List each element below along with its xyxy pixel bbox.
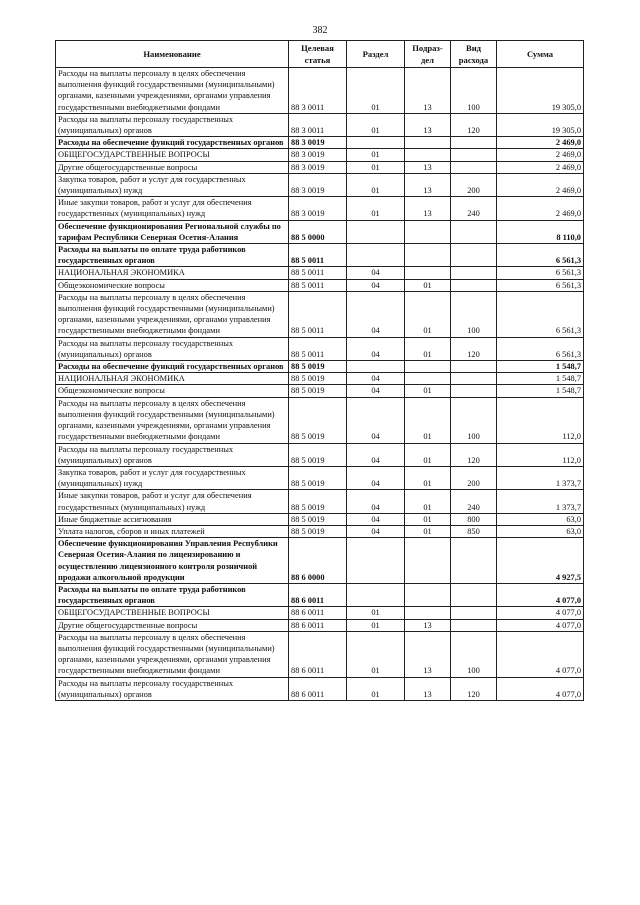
row-target: 88 3 0011: [289, 113, 347, 136]
row-subsection: 13: [405, 113, 451, 136]
row-section: 04: [347, 279, 405, 291]
row-expense-type: [451, 149, 497, 161]
row-section: 04: [347, 337, 405, 360]
table-row: [56, 244, 584, 267]
row-subsection: 13: [405, 197, 451, 220]
row-name: Расходы на обеспечение функций государственных органов: [56, 137, 289, 149]
row-section: 04: [347, 513, 405, 525]
row-section: [347, 583, 405, 606]
row-target: 88 5 0011: [289, 291, 347, 337]
row-amount: 19 305,0: [497, 68, 584, 114]
row-expense-type: [451, 385, 497, 397]
row-section: 04: [347, 490, 405, 513]
row-subsection: 13: [405, 677, 451, 700]
row-subsection: 01: [405, 513, 451, 525]
row-target: 88 6 0011: [289, 583, 347, 606]
col-header-target: Целевая статья: [289, 41, 347, 68]
row-name: Расходы на выплаты персоналу государственных (муниципальных) органов: [56, 113, 289, 136]
row-expense-type: 240: [451, 197, 497, 220]
table-row: [56, 220, 584, 243]
row-subsection: 13: [405, 68, 451, 114]
row-name: Расходы на выплаты персоналу государственных (муниципальных) органов: [56, 337, 289, 360]
row-name: Общеэкономические вопросы: [56, 279, 289, 291]
table-row: [56, 397, 584, 443]
row-amount: 1 548,7: [497, 373, 584, 385]
row-target: 88 5 0019: [289, 490, 347, 513]
row-name: Расходы на выплаты по оплате труда работников государственных органов: [56, 583, 289, 606]
row-amount: 1 373,7: [497, 490, 584, 513]
row-amount: 1 373,7: [497, 466, 584, 489]
row-name: Расходы на выплаты персоналу в целях обеспечения выполнения функций государственными (муниципальными) органами, казенными учреждениями, органами управления государственными внебюджетными фондами: [56, 397, 289, 443]
table-header: [56, 41, 584, 68]
table-row: [56, 197, 584, 220]
row-amount: 2 469,0: [497, 149, 584, 161]
table-row: [56, 68, 584, 114]
row-name: Иные закупки товаров, работ и услуг для обеспечения государственных (муниципальных) нужд: [56, 197, 289, 220]
table-row: [56, 385, 584, 397]
row-expense-type: 100: [451, 631, 497, 677]
row-amount: 4 077,0: [497, 631, 584, 677]
table-row: [56, 291, 584, 337]
row-section: [347, 361, 405, 373]
row-expense-type: 120: [451, 113, 497, 136]
row-name: Закупка товаров, работ и услуг для государственных (муниципальных) нужд: [56, 466, 289, 489]
row-amount: 19 305,0: [497, 113, 584, 136]
row-amount: 1 548,7: [497, 385, 584, 397]
row-section: 01: [347, 197, 405, 220]
row-section: 04: [347, 385, 405, 397]
row-section: [347, 538, 405, 584]
col-header-subsection: Подраз-дел: [405, 41, 451, 68]
row-expense-type: 120: [451, 443, 497, 466]
row-subsection: 13: [405, 619, 451, 631]
row-amount: 2 469,0: [497, 173, 584, 196]
row-target: 88 5 0019: [289, 373, 347, 385]
row-target: 88 5 0011: [289, 337, 347, 360]
row-name: Расходы на выплаты персоналу в целях обеспечения выполнения функций государственными (муниципальными) органами, казенными учреждениями, органами управления государственными внебюджетными фондами: [56, 631, 289, 677]
row-amount: 4 927,5: [497, 538, 584, 584]
col-header-name: Наименование: [56, 41, 289, 68]
table-row: [56, 443, 584, 466]
row-expense-type: 800: [451, 513, 497, 525]
row-target: 88 5 0019: [289, 397, 347, 443]
row-target: 88 5 0011: [289, 279, 347, 291]
row-section: [347, 244, 405, 267]
row-amount: 112,0: [497, 443, 584, 466]
row-subsection: 01: [405, 525, 451, 537]
row-subsection: [405, 137, 451, 149]
table-row: [56, 513, 584, 525]
row-expense-type: [451, 607, 497, 619]
row-target: 88 5 0019: [289, 361, 347, 373]
row-subsection: 13: [405, 631, 451, 677]
row-name: Расходы на выплаты персоналу в целях обеспечения выполнения функций государственными (муниципальными) органами, казенными учреждениями, органами управления государственными внебюджетными фондами: [56, 291, 289, 337]
row-amount: 8 110,0: [497, 220, 584, 243]
row-name: Расходы на выплаты персоналу государственных (муниципальных) органов: [56, 677, 289, 700]
row-name: Общеэкономические вопросы: [56, 385, 289, 397]
row-section: 01: [347, 161, 405, 173]
row-name: Расходы на обеспечение функций государственных органов: [56, 361, 289, 373]
row-name: Обеспечение функционирования Региональной службы по тарифам Республики Северная Осетия-Алания: [56, 220, 289, 243]
row-section: 04: [347, 443, 405, 466]
row-section: 01: [347, 619, 405, 631]
table-row: [56, 631, 584, 677]
row-target: 88 5 0019: [289, 513, 347, 525]
row-expense-type: [451, 361, 497, 373]
table-row: [56, 538, 584, 584]
table-row: [56, 279, 584, 291]
row-section: 04: [347, 267, 405, 279]
row-target: 88 6 0011: [289, 619, 347, 631]
row-amount: 4 077,0: [497, 607, 584, 619]
row-name: Расходы на выплаты персоналу в целях обеспечения выполнения функций государственными (муниципальными) органами, казенными учреждениями, органами управления государственными внебюджетными фондами: [56, 68, 289, 114]
row-amount: 63,0: [497, 513, 584, 525]
row-expense-type: 850: [451, 525, 497, 537]
row-section: 01: [347, 68, 405, 114]
table-row: [56, 490, 584, 513]
row-target: 88 3 0019: [289, 173, 347, 196]
row-subsection: 13: [405, 161, 451, 173]
row-section: 04: [347, 291, 405, 337]
row-amount: 6 561,3: [497, 267, 584, 279]
row-target: 88 6 0011: [289, 677, 347, 700]
row-target: 88 3 0019: [289, 161, 347, 173]
row-amount: 2 469,0: [497, 161, 584, 173]
row-subsection: [405, 373, 451, 385]
row-expense-type: [451, 373, 497, 385]
row-subsection: [405, 149, 451, 161]
table-row: [56, 267, 584, 279]
row-name: Иные закупки товаров, работ и услуг для обеспечения государственных (муниципальных) нужд: [56, 490, 289, 513]
row-name: ОБЩЕГОСУДАРСТВЕННЫЕ ВОПРОСЫ: [56, 607, 289, 619]
row-expense-type: [451, 220, 497, 243]
row-subsection: 01: [405, 490, 451, 513]
row-amount: 6 561,3: [497, 291, 584, 337]
row-target: 88 5 0019: [289, 443, 347, 466]
row-section: 04: [347, 373, 405, 385]
row-amount: 6 561,3: [497, 279, 584, 291]
row-section: [347, 220, 405, 243]
row-subsection: 13: [405, 173, 451, 196]
table-row: [56, 161, 584, 173]
row-subsection: [405, 538, 451, 584]
row-subsection: 01: [405, 337, 451, 360]
row-expense-type: [451, 279, 497, 291]
row-name: НАЦИОНАЛЬНАЯ ЭКОНОМИКА: [56, 373, 289, 385]
row-expense-type: [451, 583, 497, 606]
col-header-expense-type: Вид расхода: [451, 41, 497, 68]
row-section: [347, 137, 405, 149]
row-subsection: [405, 267, 451, 279]
row-target: 88 3 0019: [289, 149, 347, 161]
row-section: 01: [347, 677, 405, 700]
table-row: [56, 466, 584, 489]
row-amount: 2 469,0: [497, 137, 584, 149]
col-header-section: Раздел: [347, 41, 405, 68]
row-amount: 112,0: [497, 397, 584, 443]
row-expense-type: 100: [451, 68, 497, 114]
row-amount: 2 469,0: [497, 197, 584, 220]
row-section: 01: [347, 173, 405, 196]
row-expense-type: [451, 538, 497, 584]
row-target: 88 6 0011: [289, 631, 347, 677]
row-subsection: [405, 220, 451, 243]
row-target: 88 5 0019: [289, 385, 347, 397]
row-amount: 6 561,3: [497, 337, 584, 360]
row-subsection: 01: [405, 291, 451, 337]
row-amount: 4 077,0: [497, 583, 584, 606]
row-expense-type: [451, 161, 497, 173]
table-row: [56, 583, 584, 606]
page-number: 382: [312, 25, 328, 36]
row-subsection: 01: [405, 397, 451, 443]
row-expense-type: [451, 619, 497, 631]
table-row: [56, 677, 584, 700]
row-section: 01: [347, 607, 405, 619]
table-row: [56, 373, 584, 385]
row-subsection: 01: [405, 279, 451, 291]
row-expense-type: 120: [451, 337, 497, 360]
row-name: Другие общегосударственные вопросы: [56, 619, 289, 631]
row-subsection: [405, 607, 451, 619]
row-amount: 4 077,0: [497, 619, 584, 631]
row-expense-type: [451, 244, 497, 267]
row-target: 88 3 0019: [289, 197, 347, 220]
table-row: [56, 173, 584, 196]
row-subsection: 01: [405, 466, 451, 489]
row-amount: 1 548,7: [497, 361, 584, 373]
row-expense-type: [451, 267, 497, 279]
row-section: 01: [347, 149, 405, 161]
row-subsection: [405, 361, 451, 373]
row-target: 88 5 0011: [289, 244, 347, 267]
table-row: [56, 361, 584, 373]
row-name: Расходы на выплаты по оплате труда работников государственных органов: [56, 244, 289, 267]
row-target: 88 3 0011: [289, 68, 347, 114]
budget-table: [55, 40, 584, 701]
row-subsection: 01: [405, 443, 451, 466]
col-header-amount: Сумма: [497, 41, 584, 68]
row-target: 88 5 0019: [289, 525, 347, 537]
row-name: ОБЩЕГОСУДАРСТВЕННЫЕ ВОПРОСЫ: [56, 149, 289, 161]
table-row: [56, 607, 584, 619]
row-section: 04: [347, 525, 405, 537]
row-subsection: [405, 244, 451, 267]
row-target: 88 6 0011: [289, 607, 347, 619]
row-target: 88 5 0011: [289, 267, 347, 279]
row-name: Иные бюджетные ассигнования: [56, 513, 289, 525]
table-row: [56, 525, 584, 537]
row-expense-type: 100: [451, 291, 497, 337]
table-row: [56, 113, 584, 136]
row-target: 88 5 0000: [289, 220, 347, 243]
table-row: [56, 619, 584, 631]
row-section: 04: [347, 397, 405, 443]
row-name: Закупка товаров, работ и услуг для государственных (муниципальных) нужд: [56, 173, 289, 196]
row-name: Обеспечение функционирования Управления Республики Северная Осетия-Алания по лицензированию и осуществлению лицензионного контроля розничной продажи алкогольной продукции: [56, 538, 289, 584]
row-name: Расходы на выплаты персоналу государственных (муниципальных) органов: [56, 443, 289, 466]
row-expense-type: 120: [451, 677, 497, 700]
row-name: НАЦИОНАЛЬНАЯ ЭКОНОМИКА: [56, 267, 289, 279]
row-target: 88 5 0019: [289, 466, 347, 489]
row-section: 04: [347, 466, 405, 489]
row-expense-type: 240: [451, 490, 497, 513]
row-expense-type: [451, 137, 497, 149]
row-expense-type: 200: [451, 466, 497, 489]
row-section: 01: [347, 631, 405, 677]
table-row: [56, 149, 584, 161]
row-target: 88 3 0019: [289, 137, 347, 149]
row-amount: 63,0: [497, 525, 584, 537]
row-expense-type: 200: [451, 173, 497, 196]
row-target: 88 6 0000: [289, 538, 347, 584]
row-expense-type: 100: [451, 397, 497, 443]
table-row: [56, 337, 584, 360]
table-row: [56, 137, 584, 149]
row-section: 01: [347, 113, 405, 136]
row-name: Уплата налогов, сборов и иных платежей: [56, 525, 289, 537]
row-amount: 6 561,3: [497, 244, 584, 267]
row-amount: 4 077,0: [497, 677, 584, 700]
row-subsection: [405, 583, 451, 606]
row-name: Другие общегосударственные вопросы: [56, 161, 289, 173]
row-subsection: 01: [405, 385, 451, 397]
